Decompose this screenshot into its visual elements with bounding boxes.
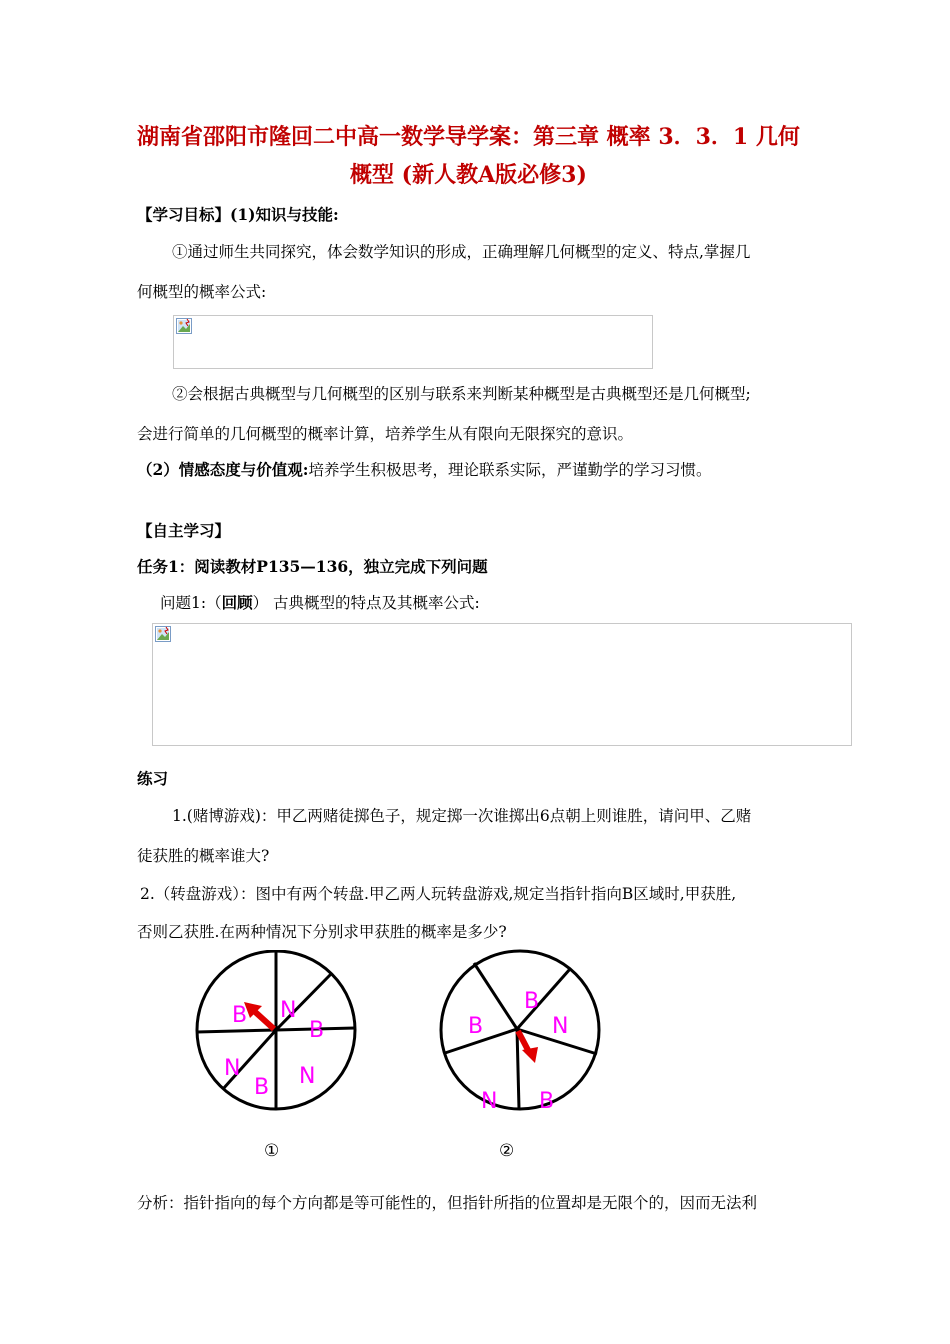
objective-item1-line2: 何概型的概率公式: (137, 283, 267, 301)
page-title-line1: 湖南省邵阳市隆回二中高一数学导学案：第三章 概率 3．3．1 几何 (137, 124, 800, 150)
objective-item2-line1: ②会根据古典概型与几何概型的区别与联系来判断某种概型是古典概型还是几何概型; (172, 385, 751, 403)
wheel2-label: N (481, 1089, 498, 1114)
wheel1-label: N (299, 1064, 316, 1089)
objectives-heading-row (137, 203, 339, 225)
objectives-sub1: (1)知识与技能: (230, 205, 339, 224)
practice-heading: 练习 (137, 769, 169, 788)
practice1-line1: 1.(赌博游戏)：甲乙两赌徒掷色子，规定掷一次谁掷出6点朝上则谁胜，请问甲、乙赌 (172, 807, 752, 825)
spinner-wheel-1 (190, 950, 365, 1115)
wheel2-label: N (552, 1014, 569, 1039)
wheel2-label: B (468, 1014, 484, 1039)
broken-image-icon (176, 318, 192, 334)
page-title-line2: 概型 (新人教A版必修3) (350, 162, 587, 188)
question1-bold: 回顾 (221, 593, 253, 612)
analysis-text: 分析：指针指向的每个方向都是等可能性的，但指针所指的位置却是无限个的，因而无法利 (137, 1194, 758, 1212)
practice2-line1: 2.（转盘游戏）：图中有两个转盘.甲乙两人玩转盘游戏,规定当指针指向B区域时,甲获胜, (140, 885, 737, 903)
objective-item1-line1: ①通过师生共同探究，体会数学知识的形成，正确理解几何概型的定义、特点,掌握几 (172, 243, 751, 261)
wheel2-label: B (539, 1089, 555, 1114)
wheel1-label: B (232, 1003, 248, 1028)
question1-row (160, 591, 480, 613)
objective-sub2-text: 培养学生积极思考，理论联系实际，严谨勤学的学习习惯。 (308, 461, 712, 479)
self-study-heading: 【自主学习】 (137, 521, 231, 540)
objective-item2-line2: 会进行简单的几何概型的概率计算，培养学生从有限向无限探究的意识。 (137, 425, 634, 443)
wheel1-label: N (280, 998, 297, 1023)
broken-image-icon (155, 626, 171, 642)
wheel1-caption: ① (264, 1141, 280, 1161)
wheel2-divider (517, 1029, 519, 1109)
objective-sub2-row (137, 458, 712, 480)
formula-image-placeholder (173, 315, 653, 369)
wheel1-label: B (309, 1018, 325, 1043)
answer-image-placeholder (152, 623, 852, 746)
objective-sub2-heading: （2）情感态度与价值观: (137, 460, 309, 479)
wheel2-label: B (524, 989, 540, 1014)
objectives-heading: 【学习目标】 (137, 205, 231, 224)
wheel1-label: B (254, 1075, 270, 1100)
question1-suffix: ） 古典概型的特点及其概率公式: (252, 594, 480, 612)
practice2-line2: 否则乙获胜.在两种情况下分别求甲获胜的概率是多少? (137, 923, 507, 941)
wheel1-divider (197, 1030, 276, 1032)
spinner-wheel-2 (436, 940, 606, 1115)
practice1-line2: 徒获胜的概率谁大? (137, 847, 270, 865)
wheel2-caption: ② (499, 1141, 515, 1161)
wheel1-label: N (224, 1056, 241, 1081)
task1-text: 任务1：阅读教材P135—136，独立完成下列问题 (137, 557, 488, 576)
question1-prefix: 问题1:（ (160, 594, 222, 612)
